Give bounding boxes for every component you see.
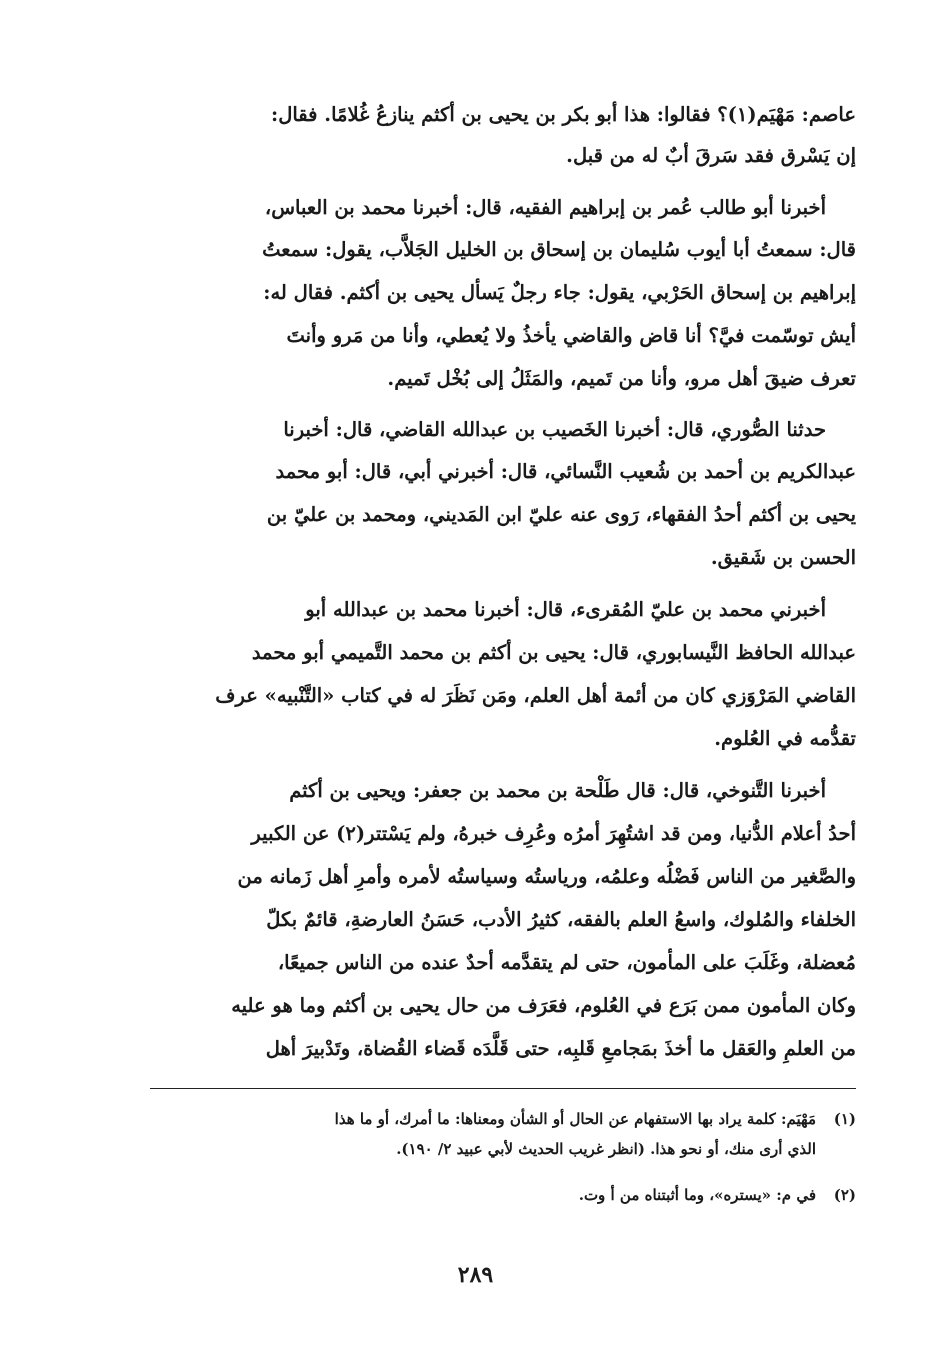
- text-line: الحسن بن شَقيق.: [710, 546, 856, 569]
- text-line: الخلفاء والمُلوك، واسعُ العلم بالفقه، كثيرُ الأدب، حَسَنُ العارضةِ، قائمٌ بكلّ: [266, 908, 856, 931]
- text-line: تقدُّمه في العُلوم.: [714, 727, 856, 750]
- text-line: عبدالله الحافظ النَّيسابوري، قال: يحيى بن أكثم بن محمد التَّميمي أبو محمد: [251, 641, 856, 664]
- text-line: أحدُ أعلام الدُّنيا، ومن قد اشتُهِرَ أمرُه وعُرِف خبرهُ، ولم يَسْتتر(٢) عن الكبير: [251, 822, 856, 845]
- text-line: من العلمِ والعَقل ما أخذَ بمَجامعِ قَلبِه، حتى قَلَّدَه قَضاء القُضاة، وتَدْبيرَ أهل: [265, 1037, 856, 1060]
- page-number: ٢٨٩: [457, 1262, 494, 1288]
- text-line: أخبرنا أبو طالب عُمر بن إبراهيم الفقيه، قال: أخبرنا محمد بن العباس،: [264, 196, 826, 219]
- text-line: قال: سمعتُ أبا أيوب سُليمان بن إسحاق بن الخليل الجَلاَّب، يقول: سمعتُ: [262, 238, 856, 261]
- text-line: وكان المأمون ممن بَرَع في العُلوم، فعَرَف من حال يحيى بن أكثم وما هو عليه: [231, 994, 856, 1017]
- footnote-separator: [150, 1088, 856, 1089]
- footnote-line: [150, 1180, 856, 1210]
- text-line: إن يَسْرق فقد سَرقَ أبٌ له من قبل.: [566, 144, 856, 167]
- text-line: أخبرنا التَّنوخي، قال: قال طَلْحة بن محمد بن جعفر: ويحيى بن أكثم: [289, 779, 826, 802]
- text-line: عاصم: مَهْيَم(١)؟ فقالوا: هذا أبو بكر بن يحيى بن أكثم ينازعُ غُلامًا. فقال:: [271, 103, 856, 126]
- text-line: والصَّغير من الناس فَضْلُه وعلمُه، ورياستُه وسياستُه لأمره وأمرِ أهل زَمانه من: [237, 865, 856, 888]
- text-line: تعرف ضيقَ أهل مرو، وأنا من تَميم، والمَثَلُ إلى بُخْل تَميم.: [387, 367, 856, 390]
- text-line: القاضي المَرْوَزي كان من أئمة أهل العلم، ومَن نَظَرَ له في كتاب «التَّنْبيه» عرف: [215, 684, 856, 707]
- footnote-line: [150, 1104, 856, 1134]
- text-line: حدثنا الصُّوري، قال: أخبرنا الخَصيب بن عبدالله القاضي، قال: أخبرنا: [283, 418, 826, 441]
- text-line: مُعضلة، وغَلَبَ على المأمون، حتى لم يتقدَّمه أحدٌ عنده من الناس جميعًا،: [277, 951, 856, 974]
- text-line: إبراهيم بن إسحاق الحَرْبي، يقول: جاء رجلٌ يَسأل يحيى بن أكثم. فقال له:: [263, 281, 856, 304]
- footnote-text: في م: «يستره»، وما أثبتناه من أ وت.: [578, 1186, 816, 1204]
- footnote-number: (٢): [833, 1186, 856, 1204]
- text-line: أيش توسّمت فيَّ؟ أنا قاض والقاضي يأخذُ ولا يُعطي، وأنا من مَرو وأنتَ: [286, 324, 856, 347]
- main-text: [150, 95, 856, 1095]
- footnote-line: [150, 1134, 856, 1164]
- text-line: أخبرني محمد بن عليّ المُقرىء، قال: أخبرنا محمد بن عبدالله أبو: [305, 598, 826, 621]
- footnote-2: [150, 1180, 856, 1210]
- text-line: يحيى بن أكثم أحدُ الفقهاء، رَوى عنه عليّ ابن المَديني، ومحمد بن عليّ بن: [266, 503, 856, 526]
- footnote-1: [150, 1104, 856, 1164]
- footnote-text: الذي أرى منك، أو نحو هذا. (انظر غريب الحديث لأبي عبيد ٢/ ١٩٠).: [396, 1140, 816, 1158]
- footnote-text: مَهْيَم: كلمة يراد بها الاستفهام عن الحال أو الشأن ومعناها: ما أمرك، أو ما هذا: [334, 1110, 816, 1128]
- footnote-number: (١): [833, 1110, 856, 1128]
- text-line: عبدالكريم بن أحمد بن شُعيب النَّسائي، قال: أخبرني أبي، قال: أبو محمد: [275, 460, 856, 483]
